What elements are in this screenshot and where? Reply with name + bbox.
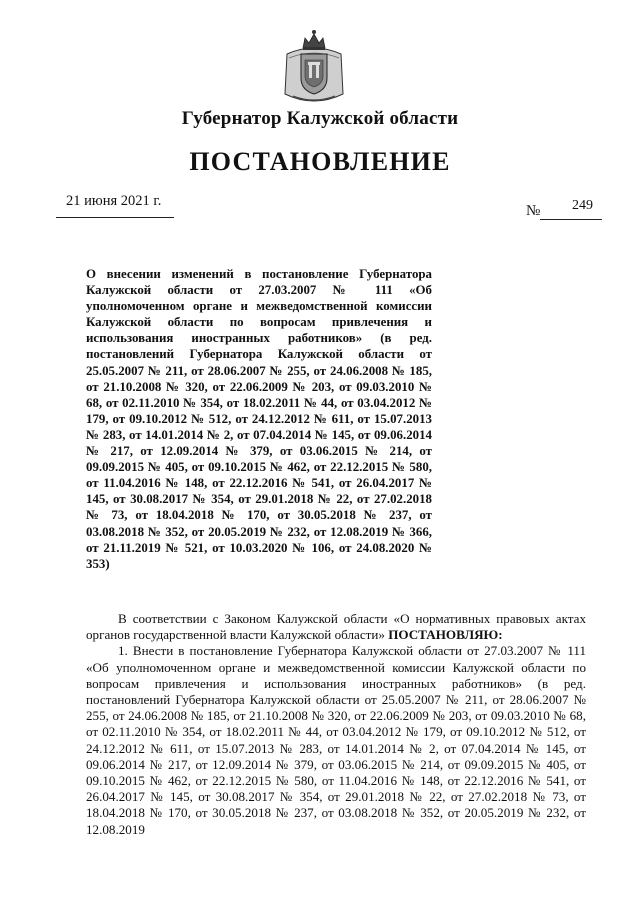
number-label: № [526,203,541,219]
document-body [86,611,586,838]
document-subject: О внесении изменений в постановление Губернатора Калужской области от 27.03.2007 № 111 «Об уполномоченном органе и межведомственной комиссии Калужской области по вопросам привлечения и использования иностранных работников» (в ред. постановлений Губернатора Калужской области от 25.05.2007 № 211, от 28.06.2007 № 255, от 24.06.2008 № 185, от 21.10.2008 № 320, от 22.06.2009 № 203, от 09.03.2010 № 68, от 02.11.2010 № 354, от 18.02.2011 № 44, от 03.04.2012 № 179, от 09.10.2012 № 512, от 24.12.2012 № 611, от 15.07.2013 № 283, от 14.01.2014 № 2, от 07.04.2014 № 145, от 09.06.2014 № 217, от 12.09.2014 № 379, от 03.06.2015 № 214, от 09.09.2015 № 405, от 09.10.2015 № 462, от 22.12.2015 № 580, от 11.04.2016 № 148, от 22.12.2016 № 541, от 26.04.2017 № 145, от 30.08.2017 № 354, от 29.01.2018 № 22, от 27.02.2018 № 73, от 18.04.2018 № 170, от 30.05.2018 № 237, от 03.08.2018 № 352, от 20.05.2019 № 232, от 12.08.2019 № 366, от 21.11.2019 № 521, от 10.03.2020 № 106, от 24.08.2020 № 353) [86,267,432,571]
number-underline [540,219,602,220]
coat-of-arms-icon [283,28,345,108]
issuing-authority: Губернатор Калужской области [181,108,459,129]
preamble-paragraph [86,611,586,643]
document-date: 21 июня 2021 г. [66,193,162,209]
document-type-title: ПОСТАНОВЛЕНИЕ [189,147,451,176]
resolve-word: ПОСТАНОВЛЯЮ: [388,627,503,643]
document-number: 249 [572,198,593,213]
date-underline [56,217,174,218]
preamble-text: В соответствии с Законом Калужской области «О нормативных правовых актах органов государственной власти Калужской области» [86,611,586,643]
item-1-paragraph: 1. Внести в постановление Губернатора Калужской области от 27.03.2007 № 111 «Об уполномоченном органе и межведомственной комиссии Калужской области по вопросам привлечения и использования иностранных работников» (в ред. постановлений Губернатора Калужской области от 25.05.2007 № 211, от 28.06.2007 № 255, от 24.06.2008 № 185, от 21.10.2008 № 320, от 22.06.2009 № 203, от 09.03.2010 № 68, от 02.11.2010 № 354, от 18.02.2011 № 44, от 03.04.2012 № 179, от 09.10.2012 № 512, от 24.12.2012 № 611, от 15.07.2013 № 283, от 14.01.2014 № 2, от 07.04.2014 № 145, от 09.06.2014 № 217, от 12.09.2014 № 379, от 03.06.2015 № 214, от 09.09.2015 № 405, от 09.10.2015 № 462, от 22.12.2015 № 580, от 11.04.2016 № 148, от 22.12.2016 № 541, от 26.04.2017 № 145, от 30.08.2017 № 354, от 29.01.2018 № 22, от 27.02.2018 № 73, от 18.04.2018 № 170, от 30.05.2018 № 237, от 03.08.2018 № 352, от 20.05.2019 № 232, от 12.08.2019 [86,643,586,837]
